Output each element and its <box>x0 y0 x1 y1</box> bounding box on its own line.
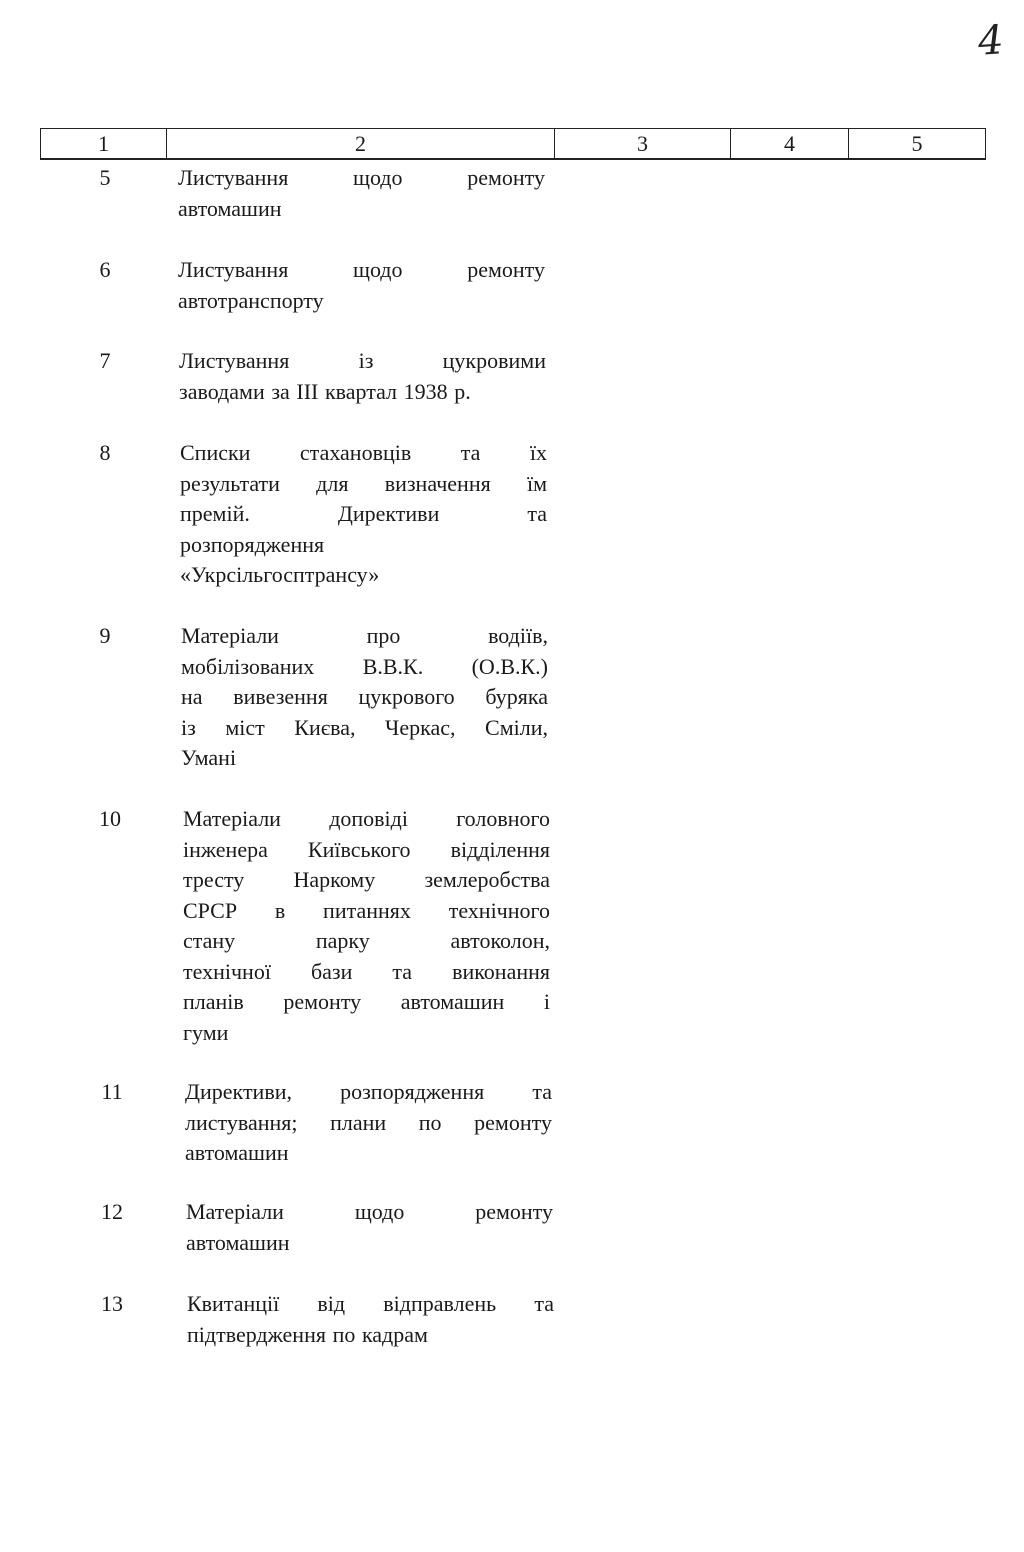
row-description <box>181 621 548 774</box>
description-line <box>183 1018 550 1049</box>
word: СРСР <box>183 897 238 923</box>
word: від <box>317 1291 346 1316</box>
header-col-5: 5 <box>911 131 923 156</box>
word: плани <box>330 1109 387 1135</box>
word: доповіді <box>329 806 408 831</box>
word: розпорядження <box>340 1079 485 1104</box>
word: кадрам <box>361 1321 428 1347</box>
word: інженера <box>183 836 268 862</box>
description-line <box>183 926 550 957</box>
description-line <box>183 957 550 988</box>
word: вивезення <box>233 684 328 709</box>
word: про <box>366 623 401 648</box>
word: їм <box>526 470 547 496</box>
description-line <box>180 499 547 530</box>
description-line <box>187 1289 554 1320</box>
word: Листування <box>179 348 290 373</box>
word: планів <box>183 989 244 1014</box>
description-line <box>185 1138 552 1169</box>
word: Києва, <box>294 714 356 740</box>
word: автомашин <box>400 989 505 1014</box>
description-line <box>181 652 548 683</box>
word: автомашин <box>178 195 282 221</box>
word: (О.В.К.) <box>471 653 548 679</box>
word: автомашин <box>186 1229 290 1255</box>
word: автоколон, <box>450 928 550 953</box>
description-line <box>183 835 550 866</box>
word: для <box>316 470 349 496</box>
word: за <box>271 378 290 404</box>
description-line <box>179 377 546 408</box>
row-number: 7 <box>99 348 111 373</box>
description-line <box>178 194 545 225</box>
header-col-4: 4 <box>731 129 849 158</box>
description-line <box>178 286 545 317</box>
word: парку <box>315 928 370 953</box>
word: Директиви <box>337 501 440 526</box>
word: питаннях <box>323 897 411 923</box>
row-number: 9 <box>99 623 111 648</box>
word: щодо <box>354 1199 405 1224</box>
row-number: 13 <box>101 1291 123 1316</box>
word: водіїв, <box>488 623 548 648</box>
description-line <box>181 682 548 713</box>
word: на <box>181 684 203 709</box>
word: їх <box>529 440 547 465</box>
word: ремонту <box>467 165 545 190</box>
word: технічного <box>448 897 550 923</box>
word: бази <box>310 958 353 984</box>
word: Умані <box>181 745 237 770</box>
description-line <box>186 1197 553 1228</box>
row-number: 11 <box>101 1079 123 1104</box>
description-line <box>183 865 550 896</box>
word: щодо <box>353 257 403 282</box>
word: в <box>274 897 286 923</box>
word: мобілізованих <box>181 653 315 679</box>
description-line <box>183 804 550 835</box>
word: розпорядження <box>180 531 325 557</box>
description-line <box>179 346 546 377</box>
row-number: 12 <box>101 1199 123 1224</box>
row-number: 10 <box>99 806 121 831</box>
word: гуми <box>183 1019 229 1045</box>
word: щодо <box>353 165 403 190</box>
handwritten-page-number: 4 <box>976 17 1006 65</box>
word: та <box>532 1079 552 1104</box>
word: із <box>181 714 196 740</box>
word: по <box>332 1321 356 1347</box>
word: та <box>527 501 547 526</box>
header-col-2: 2 <box>167 129 555 158</box>
table-header <box>40 128 986 160</box>
description-line <box>178 255 545 286</box>
word: ремонту <box>474 1109 552 1135</box>
word: Директиви, <box>185 1079 292 1104</box>
word: і <box>543 989 550 1014</box>
row-description <box>185 1077 552 1169</box>
word: технічної <box>183 958 271 984</box>
description-line <box>183 987 550 1018</box>
word: ремонту <box>283 989 362 1014</box>
description-line <box>185 1077 552 1108</box>
word: відправлень <box>383 1291 497 1316</box>
word: заводами <box>179 378 265 404</box>
word: III <box>296 378 319 404</box>
word: 1938 <box>403 378 448 404</box>
word: Матеріали <box>183 806 281 831</box>
word: відділення <box>450 836 550 862</box>
word: Листування <box>178 257 289 282</box>
word: виконання <box>452 958 550 984</box>
word: ремонту <box>475 1199 553 1224</box>
word: по <box>418 1109 442 1135</box>
word: тресту <box>183 867 245 892</box>
word: та <box>392 958 413 984</box>
word: Листування <box>178 165 289 190</box>
word: «Укрсільгосптрансу» <box>180 562 380 587</box>
row-description <box>183 804 550 1048</box>
word: Київського <box>307 836 411 862</box>
word: результати <box>180 470 280 496</box>
word: ремонту <box>467 257 545 282</box>
row-number: 5 <box>99 165 111 190</box>
word: Списки <box>180 440 251 465</box>
row-number: 8 <box>99 440 111 465</box>
word: Сміли, <box>485 714 548 740</box>
word: Наркому <box>293 867 376 892</box>
description-line <box>183 896 550 927</box>
word: буряка <box>485 684 548 709</box>
word: В.В.К. <box>362 653 424 679</box>
word: Черкас, <box>385 714 456 740</box>
description-line <box>180 530 547 561</box>
word: стану <box>183 928 236 953</box>
description-line <box>180 469 547 500</box>
word: р. <box>454 378 471 404</box>
description-line <box>181 743 548 774</box>
word: визначення <box>384 470 491 496</box>
description-line <box>180 438 547 469</box>
row-description <box>178 163 545 224</box>
word: головного <box>456 806 550 831</box>
header-col-1: 1 <box>41 129 167 158</box>
description-line <box>187 1320 554 1351</box>
row-description <box>187 1289 554 1350</box>
word: Матеріали <box>181 623 279 648</box>
row-number: 6 <box>99 257 111 282</box>
word: автотранспорту <box>178 287 324 313</box>
description-line <box>181 713 548 744</box>
word: Матеріали <box>186 1199 284 1224</box>
description-line <box>178 163 545 194</box>
word: із <box>358 348 374 373</box>
description-line <box>181 621 548 652</box>
word: стахановців <box>299 440 412 465</box>
row-description <box>178 255 545 316</box>
word: землеробства <box>424 867 550 892</box>
description-line <box>186 1228 553 1259</box>
description-line <box>185 1108 552 1139</box>
header-col-3: 3 <box>555 129 731 158</box>
word: Квитанції <box>187 1291 280 1316</box>
word: та <box>460 440 481 465</box>
row-description <box>186 1197 553 1258</box>
word: та <box>534 1291 554 1316</box>
word: цукрового <box>358 684 455 709</box>
word: премій. <box>180 501 250 526</box>
word: листування; <box>185 1109 298 1135</box>
word: цукровими <box>442 348 546 373</box>
word: автомашин <box>185 1140 289 1165</box>
word: підтвердження <box>187 1321 326 1347</box>
row-description <box>180 438 547 591</box>
description-line <box>180 560 547 591</box>
row-description <box>179 346 546 407</box>
word: квартал <box>324 378 398 404</box>
word: міст <box>225 714 265 740</box>
